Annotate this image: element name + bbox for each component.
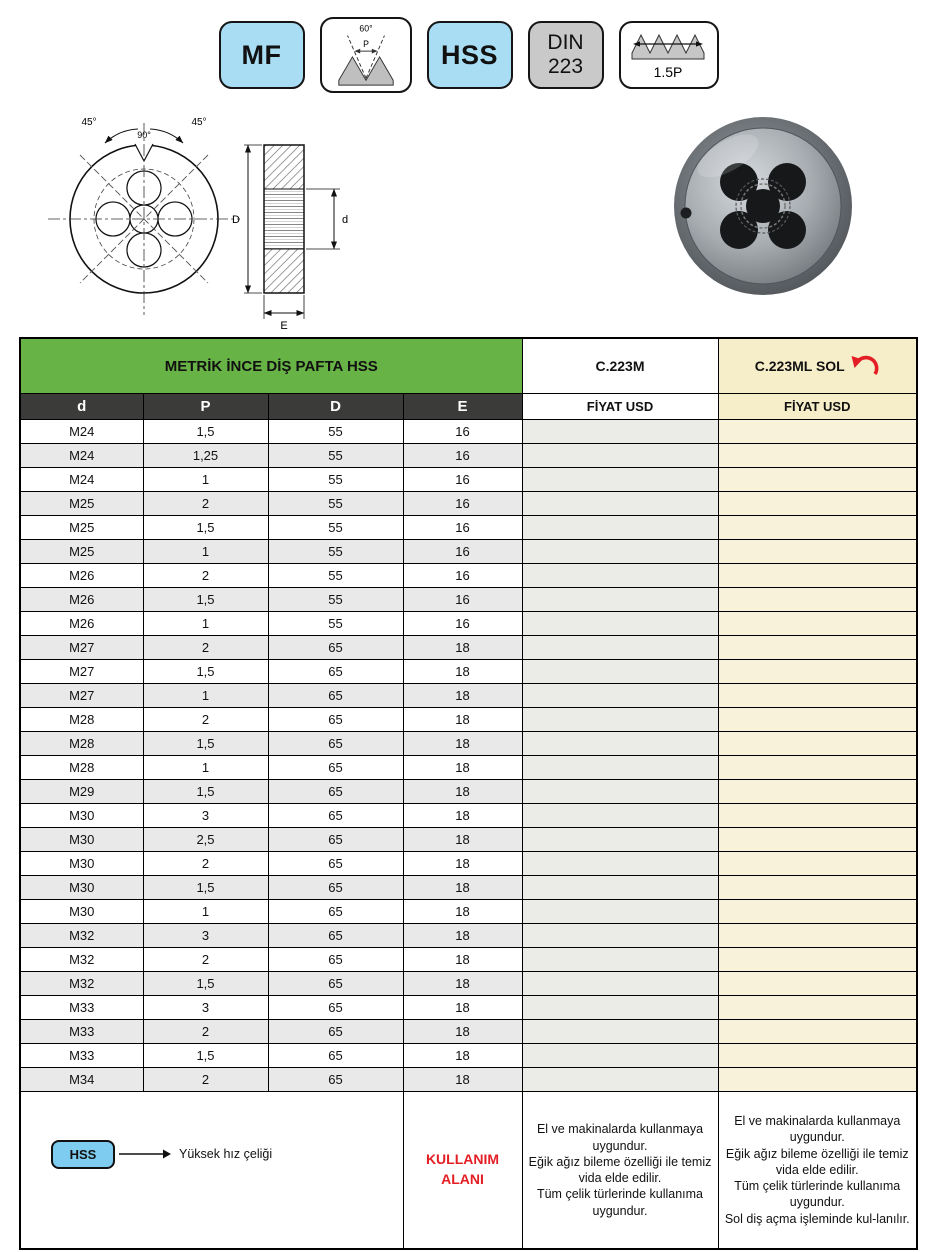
price-cell-ml [718,564,917,588]
title-row [20,338,917,394]
spec-cell: M28 [20,708,143,732]
hss-chip: HSS [51,1140,115,1169]
spec-cell: 1 [143,900,268,924]
badge-din-line2: 223 [547,55,584,78]
spec-cell: M26 [20,564,143,588]
spec-cell: 18 [403,756,522,780]
spec-cell: 3 [143,996,268,1020]
spec-cell: 18 [403,1068,522,1092]
spec-cell: 55 [268,540,403,564]
spec-cell: M34 [20,1068,143,1092]
spec-cell: 16 [403,612,522,636]
spec-cell: 3 [143,924,268,948]
badge-mf [219,21,305,89]
spec-cell: 1,5 [143,660,268,684]
spec-cell: 2 [143,1020,268,1044]
price-cell-m [522,684,718,708]
table-row [20,876,917,900]
spec-cell: 65 [268,828,403,852]
spec-cell: 55 [268,468,403,492]
spec-cell: 55 [268,492,403,516]
spec-cell: 16 [403,468,522,492]
spec-cell: 16 [403,492,522,516]
spec-cell: M33 [20,1044,143,1068]
spec-cell: 18 [403,924,522,948]
spec-cell: 18 [403,900,522,924]
spec-cell: 2 [143,1068,268,1092]
table-row [20,948,917,972]
spec-cell: M33 [20,1020,143,1044]
spec-cell: 18 [403,852,522,876]
price-cell-m [522,420,718,444]
price-cell-ml [718,900,917,924]
spec-cell: 18 [403,804,522,828]
spec-cell: 55 [268,612,403,636]
price-header-m: FİYAT USD [522,394,718,420]
spec-cell: M25 [20,540,143,564]
spec-cell: M29 [20,780,143,804]
price-cell-m [522,780,718,804]
price-cell-ml [718,516,917,540]
price-cell-m [522,852,718,876]
price-cell-ml [718,420,917,444]
spec-cell: 1,5 [143,972,268,996]
pitch-icon [625,25,713,85]
spec-cell: 65 [268,1044,403,1068]
price-header-ml: FİYAT USD [718,394,917,420]
price-cell-ml [718,684,917,708]
spec-cell: M27 [20,684,143,708]
price-cell-ml [718,1020,917,1044]
price-cell-ml [718,732,917,756]
table-row [20,636,917,660]
price-cell-m [522,444,718,468]
table-row [20,516,917,540]
table-row [20,612,917,636]
price-cell-m [522,828,718,852]
die-set-screw-hole [681,208,692,219]
hss-legend [21,1140,403,1201]
angle-right-label: 45° [191,117,207,128]
col-header-D: D [268,394,403,420]
price-cell-m [522,1068,718,1092]
table-row [20,588,917,612]
price-cell-m [522,468,718,492]
hss-description: Yüksek hız çeliği [179,1147,273,1161]
spec-cell: 18 [403,732,522,756]
badge-mf-label: MF [241,39,282,70]
badge-pitch [619,21,719,89]
thread-profile-icon [327,22,405,88]
spec-cell: 2 [143,492,268,516]
spec-cell: M28 [20,732,143,756]
footer-row [20,1092,917,1250]
spec-cell: 55 [268,444,403,468]
spec-cell: 1 [143,756,268,780]
price-cell-m [522,564,718,588]
price-cell-ml [718,828,917,852]
spec-cell: 65 [268,660,403,684]
table-row [20,996,917,1020]
dim-E-label: E [280,320,288,332]
spec-cell: 55 [268,588,403,612]
table-row [20,684,917,708]
price-cell-ml [718,492,917,516]
spec-cell: 3 [143,804,268,828]
table-row [20,732,917,756]
price-cell-m [522,900,718,924]
price-cell-m [522,996,718,1020]
spec-cell: 65 [268,900,403,924]
certification-badges [0,0,937,97]
price-cell-m [522,924,718,948]
table-row [20,756,917,780]
thread-p-label: P [362,39,369,50]
spec-cell: 2 [143,948,268,972]
price-cell-ml [718,1044,917,1068]
die-photo [668,111,858,301]
spec-cell: 16 [403,516,522,540]
spec-cell: 18 [403,996,522,1020]
price-cell-m [522,876,718,900]
spec-cell: M24 [20,420,143,444]
spec-cell: M27 [20,636,143,660]
price-cell-m [522,540,718,564]
badge-hss [427,21,513,89]
spec-cell: M24 [20,468,143,492]
price-cell-ml [718,756,917,780]
spec-cell: 65 [268,1020,403,1044]
price-cell-ml [718,612,917,636]
spec-cell: 1,5 [143,1044,268,1068]
spec-cell: 16 [403,444,522,468]
price-cell-m [522,732,718,756]
price-cell-ml [718,540,917,564]
usage-text-ml: El ve makinalarda kullanmaya uygundur. Eğik ağız bileme özelliği ile temiz vida elde edilir. Tüm çelik türlerinde kullanıma uygundur. Sol diş açma işleminde kul-lanılır. [718,1092,917,1250]
price-cell-m [522,1044,718,1068]
badge-thread-profile [320,17,412,93]
usage-title-line2: ALANI [441,1171,484,1187]
table-row [20,924,917,948]
spec-cell: 65 [268,924,403,948]
spec-cell: 16 [403,420,522,444]
price-cell-m [522,660,718,684]
price-cell-ml [718,780,917,804]
spec-cell: 65 [268,708,403,732]
spec-cell: M28 [20,756,143,780]
price-cell-m [522,972,718,996]
spec-cell: M30 [20,900,143,924]
price-cell-m [522,636,718,660]
table-title: METRİK İNCE DİŞ PAFTA HSS [20,338,522,394]
spec-cell: M30 [20,828,143,852]
hss-legend-cell [20,1092,403,1250]
angle-left-label: 45° [81,117,97,128]
thread-angle-label: 60° [358,23,373,34]
spec-cell: 65 [268,972,403,996]
spec-cell: M25 [20,516,143,540]
spec-cell: 65 [268,996,403,1020]
angle-top-label: 90° [137,130,151,140]
spec-cell: M24 [20,444,143,468]
price-cell-ml [718,996,917,1020]
table-row [20,564,917,588]
spec-cell: 16 [403,540,522,564]
spec-cell: 2 [143,636,268,660]
price-cell-ml [718,804,917,828]
model-m-header: C.223M [522,338,718,394]
spec-cell: 55 [268,564,403,588]
spec-cell: 18 [403,780,522,804]
spec-cell: 2,5 [143,828,268,852]
spec-cell: 65 [268,756,403,780]
spec-cell: M27 [20,660,143,684]
spec-cell: 16 [403,564,522,588]
spec-cell: 18 [403,708,522,732]
spec-cell: 65 [268,852,403,876]
spec-cell: M32 [20,924,143,948]
price-cell-m [522,492,718,516]
spec-cell: 18 [403,660,522,684]
table-row [20,780,917,804]
spec-cell: 1 [143,468,268,492]
spec-cell: M26 [20,612,143,636]
price-cell-ml [718,660,917,684]
spec-cell: 18 [403,636,522,660]
price-cell-ml [718,444,917,468]
spec-cell: 18 [403,972,522,996]
spec-cell: 1 [143,612,268,636]
table-row [20,1068,917,1092]
spec-cell: 18 [403,876,522,900]
spec-cell: M33 [20,996,143,1020]
spec-cell: 1,5 [143,420,268,444]
spec-cell: 65 [268,780,403,804]
price-cell-ml [718,636,917,660]
col-header-d: d [20,394,143,420]
spec-cell: 18 [403,1020,522,1044]
spec-cell: 18 [403,684,522,708]
spec-cell: 18 [403,948,522,972]
spec-cell: M32 [20,972,143,996]
price-cell-ml [718,468,917,492]
column-header-row [20,394,917,420]
figures [0,97,937,333]
spec-cell: 1,5 [143,780,268,804]
table-body [20,420,917,1092]
price-cell-ml [718,852,917,876]
price-cell-m [522,804,718,828]
spec-cell: 1,5 [143,588,268,612]
price-cell-m [522,516,718,540]
price-cell-m [522,612,718,636]
model-ml-label: C.223ML SOL [754,358,845,374]
spec-cell: M30 [20,876,143,900]
usage-title-cell [403,1092,522,1250]
badge-din-line1: DIN [547,31,584,55]
spec-cell: 1 [143,684,268,708]
price-cell-m [522,708,718,732]
table-row [20,660,917,684]
table-row [20,828,917,852]
spec-cell: 2 [143,564,268,588]
table-row [20,492,917,516]
spec-cell: 65 [268,804,403,828]
spec-cell: 1 [143,540,268,564]
table-row [20,1020,917,1044]
spec-cell: M25 [20,492,143,516]
price-cell-ml [718,708,917,732]
price-cell-ml [718,588,917,612]
spec-cell: M30 [20,804,143,828]
technical-drawing [42,97,402,335]
spec-cell: M30 [20,852,143,876]
table-row [20,804,917,828]
badge-hss-label: HSS [440,39,499,70]
spec-cell: M26 [20,588,143,612]
badge-din223 [528,21,604,89]
spec-cell: 65 [268,1068,403,1092]
product-table [19,337,918,1250]
table-row [20,708,917,732]
usage-title-line1: KULLANIM [425,1151,500,1168]
table-row [20,444,917,468]
table-row [20,540,917,564]
spec-cell: 65 [268,684,403,708]
spec-cell: 65 [268,876,403,900]
spec-cell: 65 [268,732,403,756]
price-cell-ml [718,876,917,900]
table-row [20,1044,917,1068]
usage-text-m: El ve makinalarda kullanmaya uygundur. Eğik ağız bileme özelliği ile temiz vida elde edilir. Tüm çelik türlerinde kullanıma uygundur. [522,1092,718,1250]
table-row [20,900,917,924]
price-cell-m [522,1020,718,1044]
spec-cell: 1,5 [143,732,268,756]
spec-cell: 16 [403,588,522,612]
model-ml-header [718,338,917,394]
table-row [20,852,917,876]
spec-cell: 65 [268,948,403,972]
spec-cell: 2 [143,708,268,732]
price-cell-ml [718,948,917,972]
price-cell-m [522,588,718,612]
price-cell-ml [718,924,917,948]
left-rotation-icon [850,353,880,380]
dim-d-label: d [342,214,349,226]
spec-cell: 1,5 [143,516,268,540]
spec-cell: 18 [403,1044,522,1068]
spec-cell: 55 [268,516,403,540]
spec-cell: M32 [20,948,143,972]
price-cell-m [522,756,718,780]
spec-cell: 2 [143,852,268,876]
spec-cell: 55 [268,420,403,444]
table-row [20,972,917,996]
col-header-E: E [403,394,522,420]
col-header-P: P [143,394,268,420]
pitch-value-label: 1.5P [653,64,682,80]
spec-cell: 18 [403,828,522,852]
table-row [20,420,917,444]
spec-cell: 1,5 [143,876,268,900]
price-cell-ml [718,1068,917,1092]
arrow-right-icon [119,1148,171,1160]
spec-cell: 65 [268,636,403,660]
price-cell-m [522,948,718,972]
table-row [20,468,917,492]
dim-D-label: D [232,214,240,226]
spec-cell: 1,25 [143,444,268,468]
price-cell-ml [718,972,917,996]
